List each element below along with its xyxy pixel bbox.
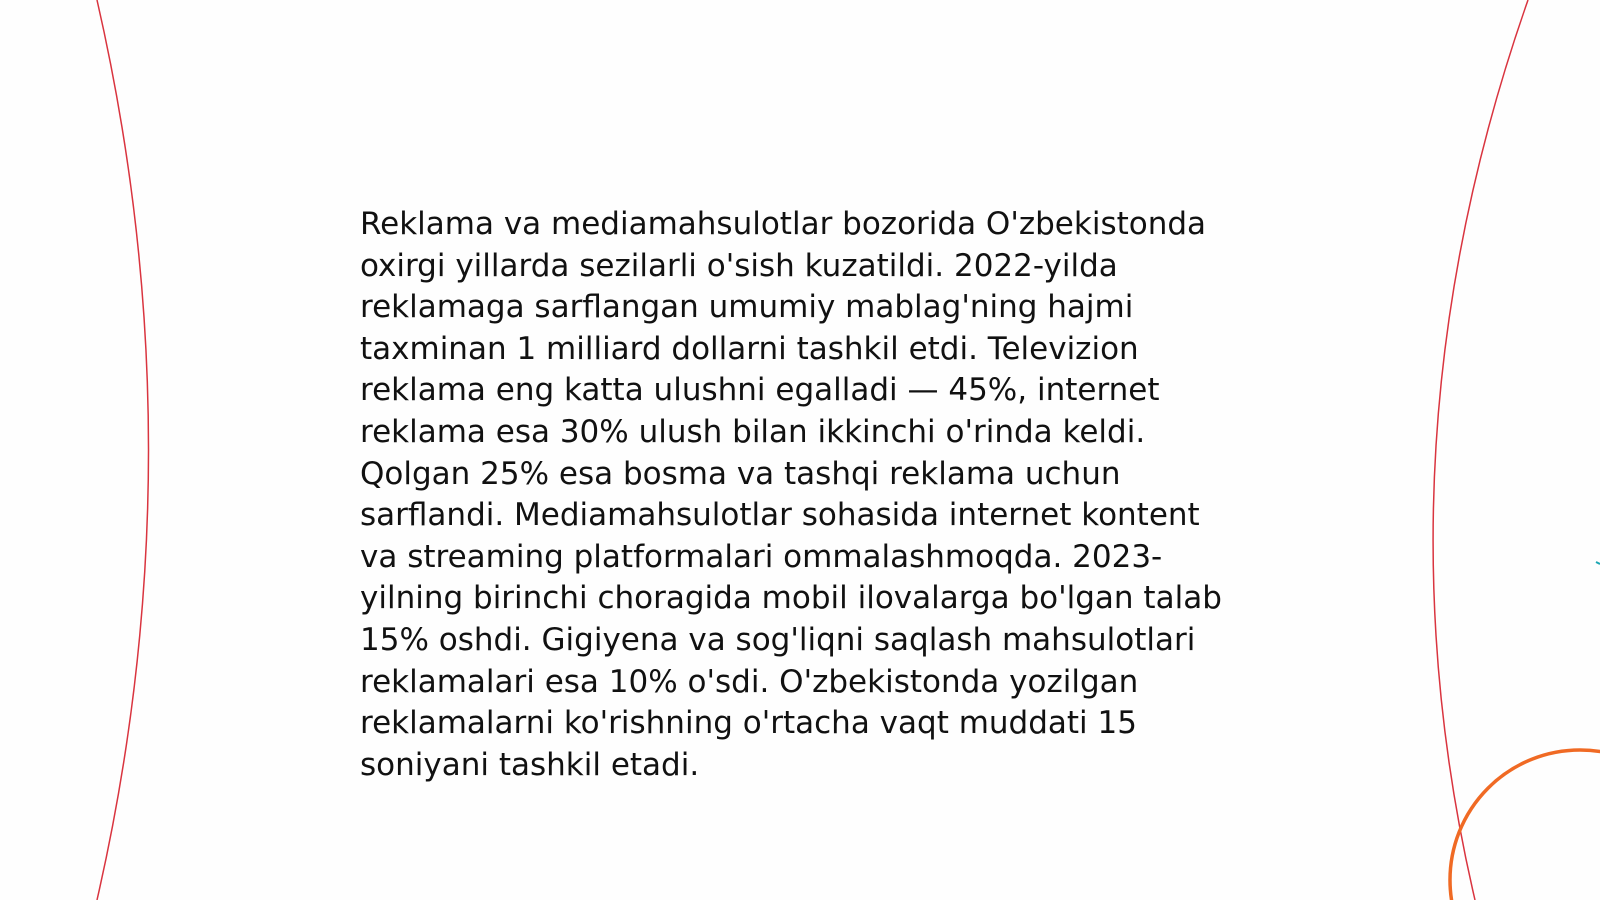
right-arc-curve	[1433, 0, 1528, 900]
slide-paragraph: Reklama va mediamahsulotlar bozorida O'zbekistonda oxirgi yillarda sezilarli o'sish kuzatildi. 2022-yilda reklamaga sarflangan umumiy mablag'ning hajmi taxminan 1 milliard dollarni tashkil etdi. Televizion reklama eng katta ulushni egalladi — 45%, internet reklama esa 30% ulush bilan ikkinchi o'rinda keldi. Qolgan 25% esa bosma va tashqi reklama uchun sarflandi. Mediamahsulotlar sohasida internet kontent va streaming platformalari ommalashmoqda. 2023-yilning birinchi choragida mobil ilovalarga bo'lgan talab 15% oshdi. Gigiyena va sog'liqni saqlash mahsulotlari reklamalari esa 10% o'sdi. O'zbekistonda yozilgan reklamalarni ko'rishning o'rtacha vaqt muddati 15 soniyani tashkil etadi.	[360, 206, 1222, 783]
left-arc-curve	[97, 0, 149, 900]
orange-circle-accent	[1450, 750, 1600, 900]
teal-mark	[1596, 562, 1600, 564]
